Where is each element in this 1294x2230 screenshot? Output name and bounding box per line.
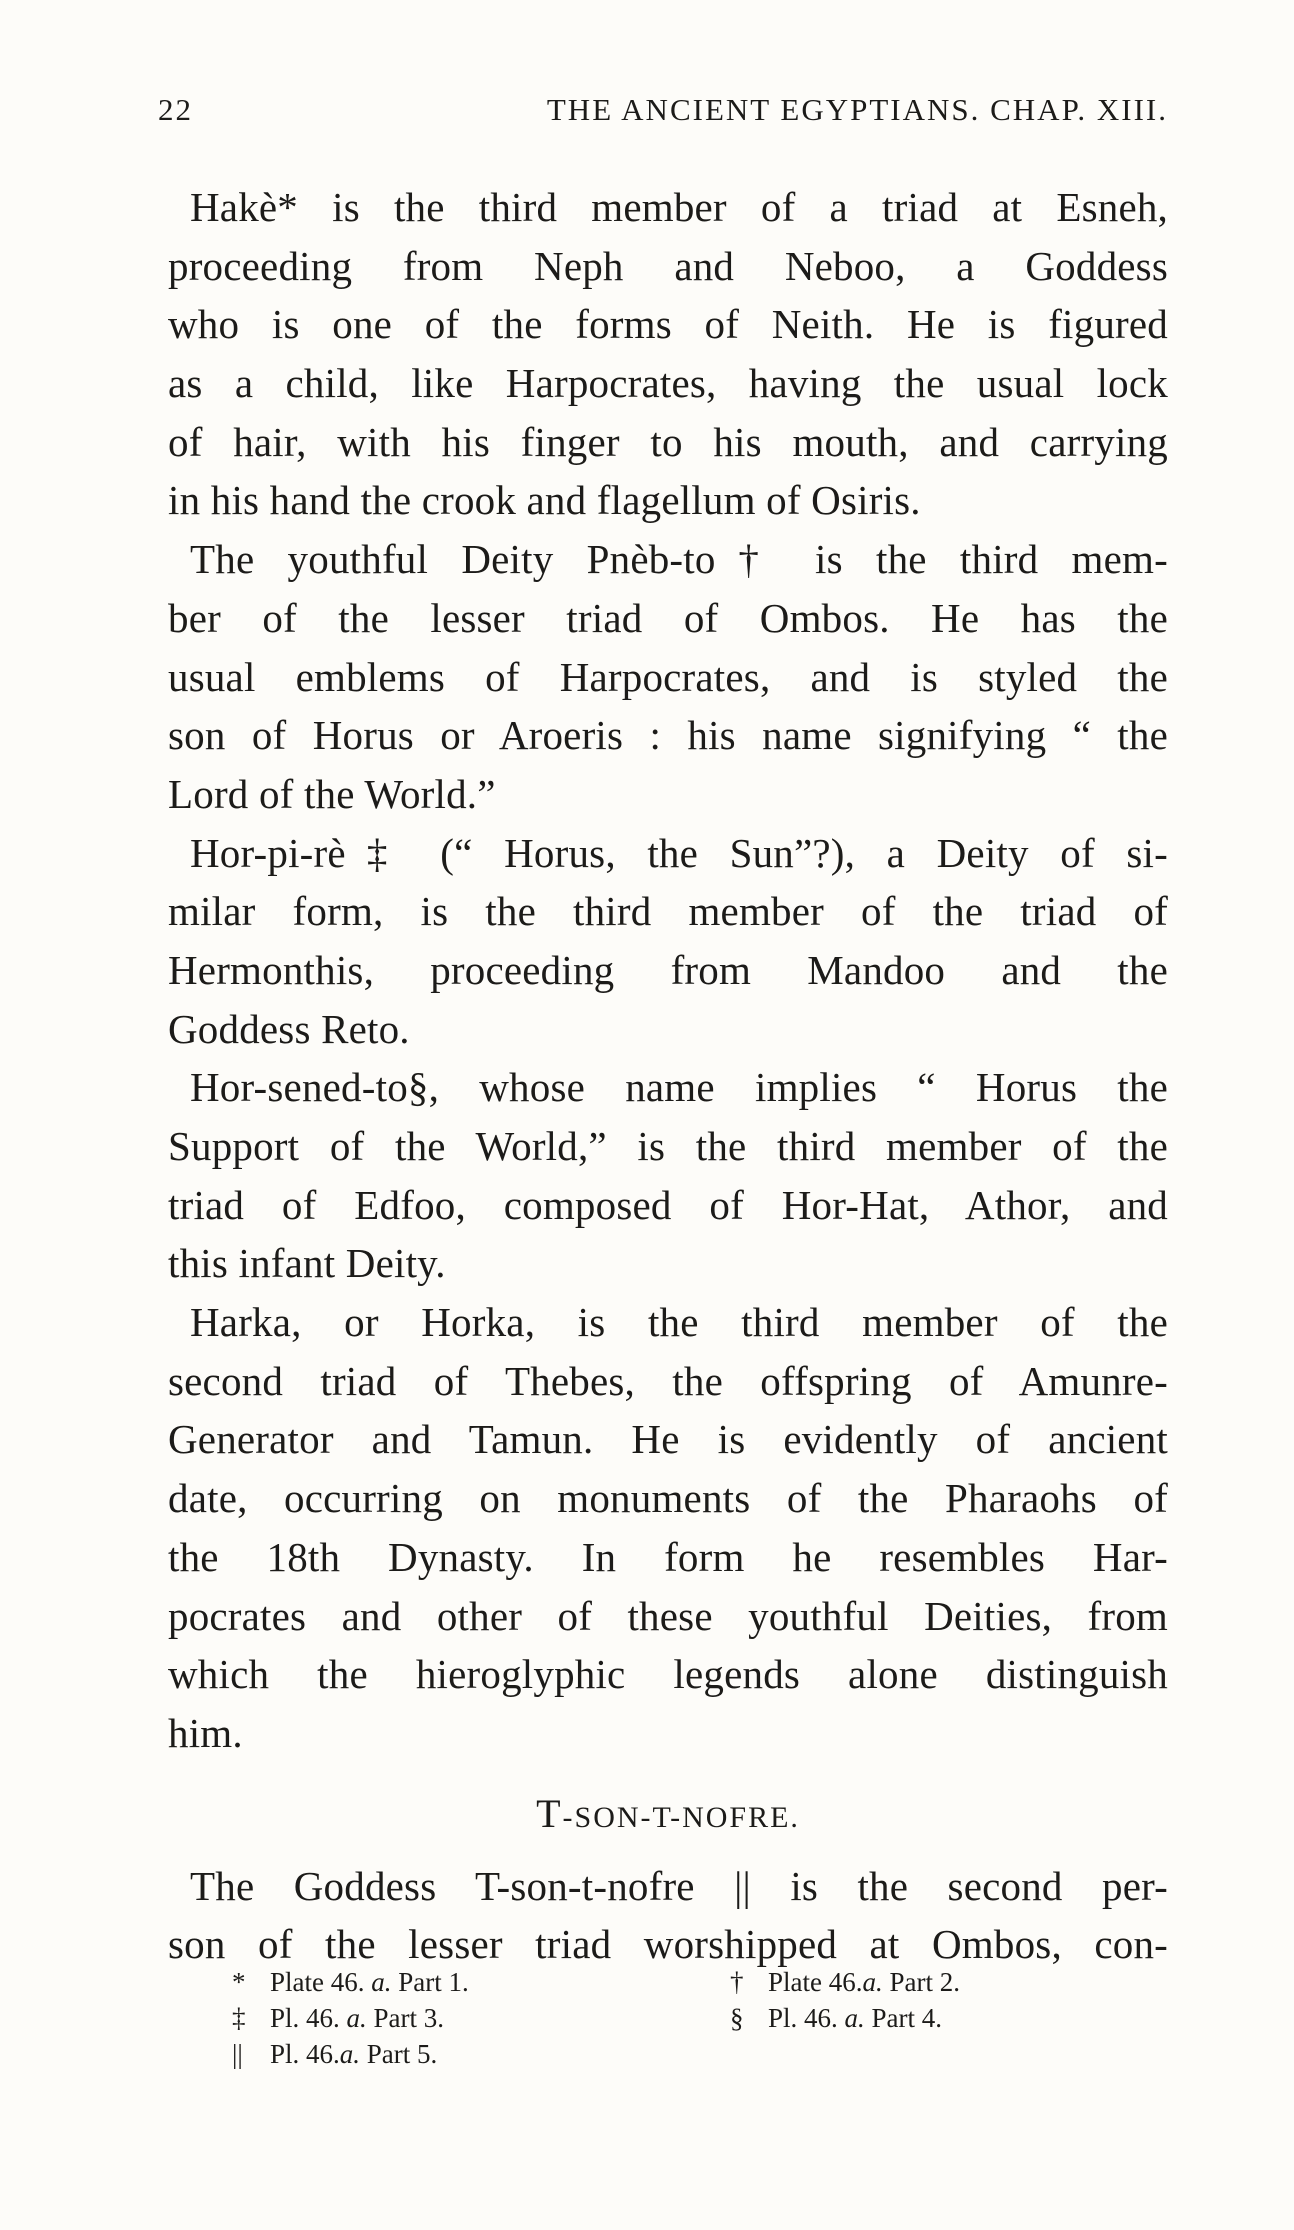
text-line: Harka, or Horka, is the third member of the — [190, 1299, 1168, 1346]
footnote-mark: ‡ — [232, 2003, 246, 2033]
footnote-mark: § — [730, 2003, 744, 2033]
section-heading-initial: T — [536, 1790, 563, 1836]
footnote — [730, 2000, 942, 2036]
page-number: 22 — [158, 92, 193, 127]
text-line: Support of the World,” is the third member of the — [168, 1123, 1168, 1169]
text-line: who is one of the forms of Neith. He is figured — [168, 301, 1168, 348]
footnote-part: Part 2. — [882, 1967, 960, 1997]
footnote-text: Plate 46. — [768, 1967, 863, 1997]
footnote-mark: * — [232, 1967, 246, 1997]
footnote — [232, 2000, 444, 2036]
footnote-text: Pl. 46. — [270, 2003, 347, 2033]
footnote-text: Pl. 46. — [768, 2003, 845, 2033]
text-line: Lord of the World.” — [168, 770, 496, 817]
text-line: as a child, like Harpocrates, having the usual lock — [168, 360, 1168, 407]
footnote-text: Plate 46. — [270, 1967, 372, 1997]
running-title: THE ANCIENT EGYPTIANS. CHAP. XIII. — [546, 92, 1168, 127]
text-line: which the hieroglyphic legends alone distinguish — [168, 1651, 1168, 1698]
footnote-italic: a. — [346, 2003, 367, 2033]
text-line: date, occurring on monuments of the Pharaohs of — [168, 1475, 1168, 1522]
text-line: usual emblems of Harpocrates, and is styled the — [168, 653, 1168, 700]
text-line: second triad of Thebes, the offspring of Amunre- — [168, 1357, 1168, 1404]
footnote-italic: a. — [371, 1967, 392, 1997]
section-heading-rest: -SON-T-NOFRE. — [562, 1800, 800, 1834]
text-line: the 18th Dynasty. In form he resembles Har- — [168, 1533, 1168, 1580]
text-line: ber of the lesser triad of Ombos. He has the — [168, 594, 1168, 641]
footnote-row — [232, 2036, 1172, 2072]
text-line: Hermonthis, proceeding from Mandoo and the — [168, 946, 1168, 993]
footnote-mark: † — [730, 1967, 744, 1997]
text-line: son of Horus or Aroeris : his name signifying “ the — [168, 712, 1168, 759]
text-line: of hair, with his finger to his mouth, and carrying — [168, 418, 1168, 465]
text-line: in his hand the crook and flagellum of Osiris. — [168, 477, 921, 524]
footnote-italic: a. — [862, 1967, 883, 1997]
footnote-mark: || — [232, 2039, 243, 2069]
text-line: Generator and Tamun. He is evidently of ancient — [168, 1416, 1168, 1463]
text-line: pocrates and other of these youthful Deities, from — [168, 1592, 1168, 1639]
footnote — [232, 2036, 437, 2072]
text-line: son of the lesser triad worshipped at Ombos, con- — [168, 1921, 1168, 1968]
footnote-italic: a. — [339, 2039, 361, 2069]
footnote-italic: a. — [844, 2003, 865, 2033]
footnote — [730, 1964, 960, 2000]
text-line: The youthful Deity Pnèb-to† is the third mem- — [190, 536, 1168, 583]
text-line: Hakè* is the third member of a triad at Esneh, — [190, 184, 1168, 230]
footnote-part: Part 4. — [864, 2003, 943, 2033]
text-line: proceeding from Neph and Neboo, a Goddess — [168, 242, 1168, 289]
text-line: Goddess Reto. — [168, 1005, 410, 1052]
text-line: triad of Edfoo, composed of Hor-Hat, Athor, and — [168, 1181, 1168, 1228]
text-line: him. — [168, 1709, 243, 1756]
text-line: Hor-sened-to§, whose name implies “ Horus the — [190, 1064, 1168, 1111]
running-head — [158, 88, 1168, 132]
footnote-part: Part 1. — [391, 1967, 469, 1997]
text-line: milar form, is the third member of the triad of — [168, 888, 1168, 935]
footnote-row — [232, 1964, 1172, 2000]
footnote-row — [232, 2000, 1172, 2036]
text-line: The Goddess T-son-t-nofre || is the second per- — [190, 1862, 1168, 1909]
footnote-part: Part 3. — [366, 2003, 445, 2033]
section-heading — [168, 1771, 1168, 1857]
body-text — [168, 178, 1168, 1974]
footnote-part: Part 5. — [360, 2039, 438, 2069]
text-line: Hor-pi-rè‡ (“ Horus, the Sun”?), a Deity of si- — [190, 829, 1168, 876]
footnote-text: Pl. 46. — [270, 2039, 340, 2069]
footnote — [232, 1964, 469, 2000]
text-line: this infant Deity. — [168, 1240, 446, 1287]
footnotes — [232, 1964, 1172, 2072]
